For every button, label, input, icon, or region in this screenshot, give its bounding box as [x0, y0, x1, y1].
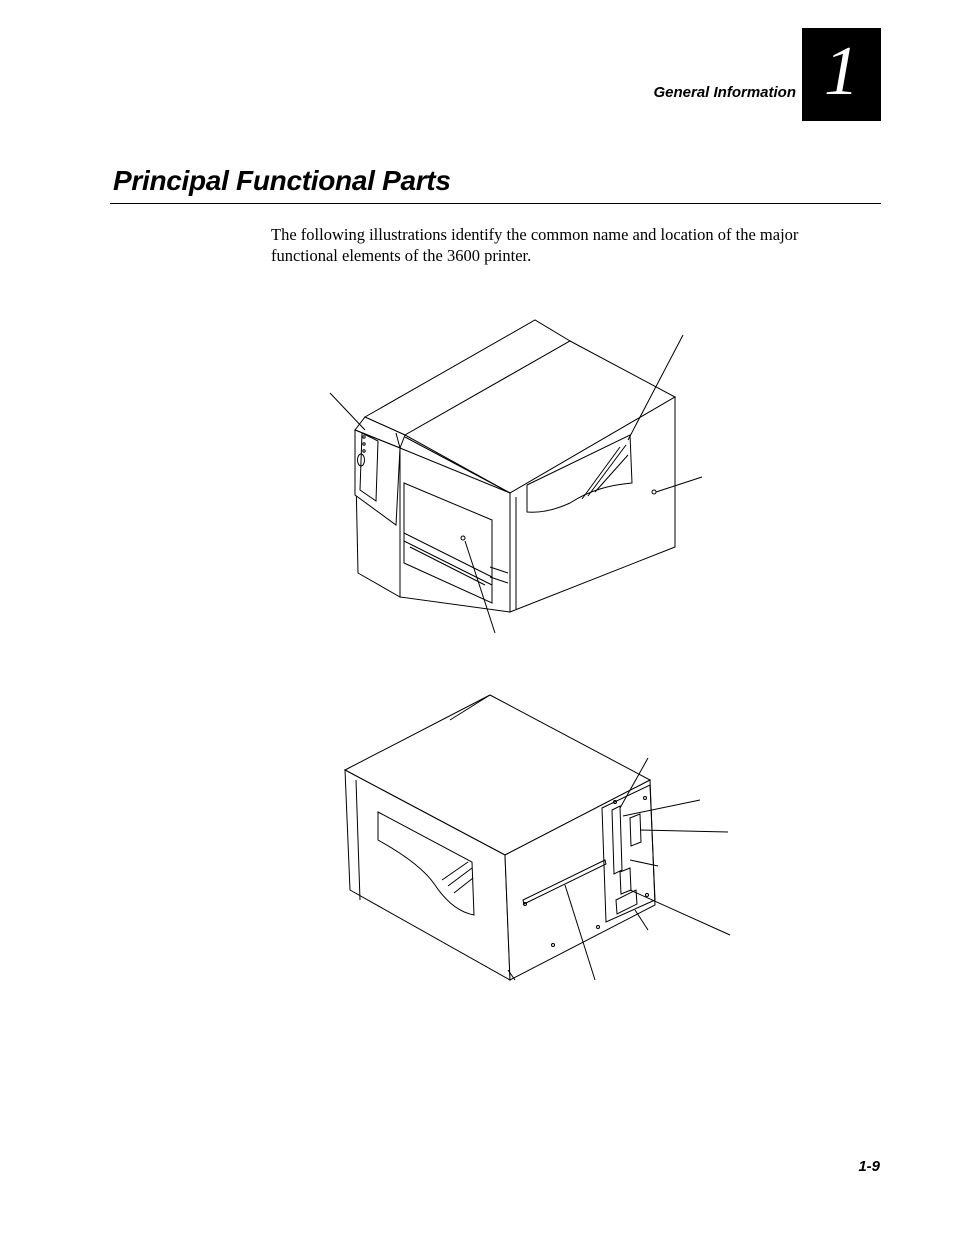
chapter-tab	[802, 28, 881, 121]
printer-front-icon	[320, 315, 720, 640]
printer-rear-icon	[340, 690, 740, 990]
printer-rear-figure	[340, 690, 740, 990]
title-rule	[110, 203, 881, 204]
printer-front-figure	[320, 315, 720, 640]
section-title: Principal Functional Parts	[113, 165, 451, 196]
chapter-number: 1	[824, 32, 859, 110]
intro-paragraph: The following illustrations identify the common name and location of the major functional elements of the 3600 printer.	[271, 225, 799, 265]
page-number: 1-9	[858, 1158, 880, 1175]
running-head: General Information	[653, 84, 796, 101]
